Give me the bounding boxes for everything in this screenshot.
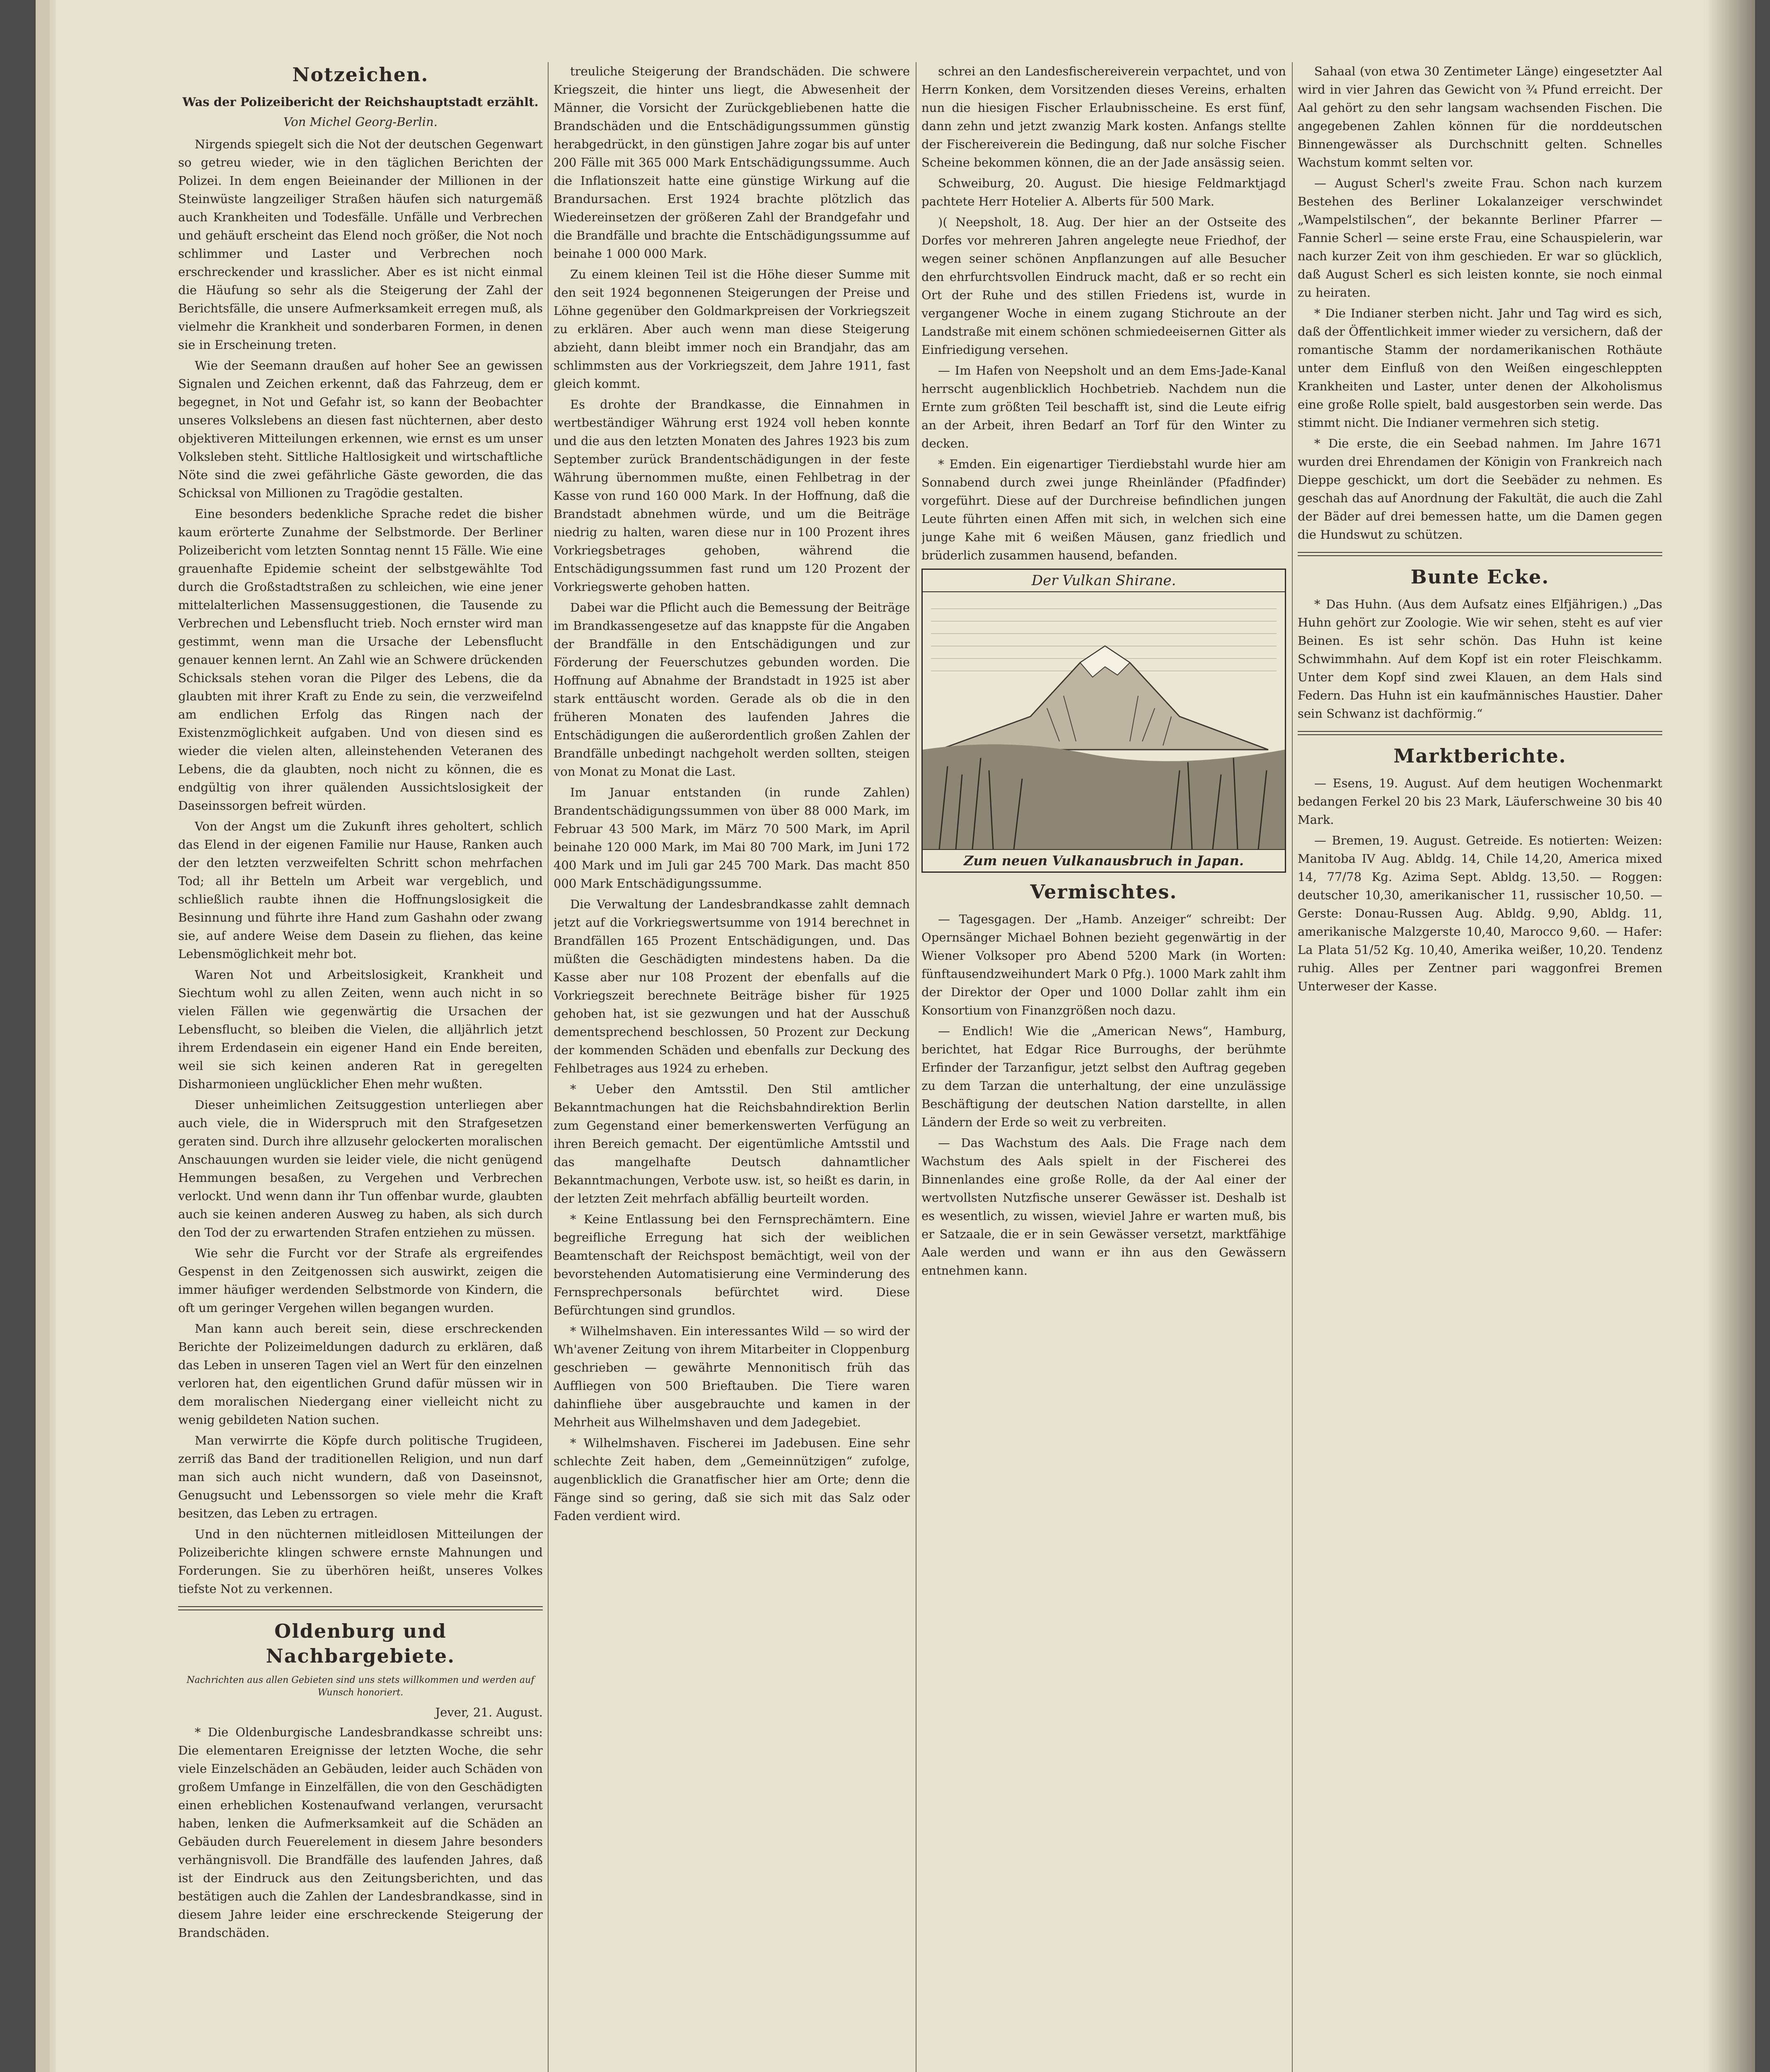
section-title-bunte-ecke: Bunte Ecke.	[1410, 566, 1550, 588]
page-fold-shadow	[1705, 0, 1755, 2072]
paragraph: Wie der Seemann draußen auf hoher See an gewissen Signalen und Zeichen erkennt, daß das Fahrzeug, dem er begegnet, in Not und Gefahr ist, so kann der Beobachter unseres Volkslebens an diesen fast nüchternen, aber desto objektiveren Mitteilungen erkennen, wie ernst es um unser Volksleben steht. Sittliche Haltlosigkeit und wirtschaftliche Nöte sind die zwei gefährliche Gäste geworden, die das Schicksal von Millionen zu Tragödie gestalten.	[178, 358, 543, 500]
volcano-illustration	[921, 569, 1286, 873]
paragraph: Zu einem kleinen Teil ist die Höhe dieser Summe mit den seit 1924 begonnenen Steigerungen der Preise und Löhne gegenüber den Goldmarkpreisen der Vorkriegszeit zu erklären. Aber auch wenn man diese Steigerung abzieht, dann bleibt immer noch ein Brandjahr, das am schlimmsten aus der Vorkriegszeit, dem Jahre 1911, fast gleich kommt.	[554, 267, 910, 391]
paragraph: — Endlich! Wie die „American News“, Hamburg, berichtet, hat Edgar Rice Burroughs, der berühmte Erfinder der Tarzanfigur, jetzt selbst den Auftrag gegeben zu dem Tarzan die unterhaltung, der eine unzulässige Beschäftigung der deutschen Nation darstellte, in allen Ländern der Erde so weit zu verbreiten.	[921, 1024, 1286, 1129]
paragraph: — Das Wachstum des Aals. Die Frage nach dem Wachstum des Aals spielt in der Fischerei des Binnenlandes eine große Rolle, da der Aal einer der wertvollsten Nutzfische unserer Gewässer ist. Deshalb ist es wesentlich, zu wissen, wieviel Jahre er warten muß, bis er Satzaale, die er in sein Gewässer versetzt, marktfähige Aale werden und wann er ihn aus den Gewässern entnehmen kann.	[921, 1136, 1286, 1278]
section-divider	[1298, 552, 1662, 556]
section-title-vermischtes: Vermischtes.	[1030, 881, 1178, 903]
paragraph: schrei an den Landesfischereiverein verpachtet, und von Herrn Konken, dem Vorsitzenden dieses Vereins, erhalten nun die hiesigen Fischer Erlaubnisscheine. Es erst fünf, dann zehn und jetzt zwanzig Mark kosten. Anfangs stellte der Fischereiverein die Bedingung, daß nur solche Fischer Scheine bekommen können, die an der Jade ansässig seien.	[921, 64, 1286, 169]
section-divider	[1298, 731, 1662, 735]
paragraph: Von der Angst um die Zukunft ihres geholtert, schlich das Elend in der eigenen Familie nur Hause, Ranken auch der den letzten verzweifelten Schritt schon mehrfachen Tod; all ihr Betteln um Arbeit war vergeblich, und schließlich raubte ihnen die Hoffnungslosigkeit die Besinnung und führte ihre Hand zum Gashahn oder zwang sie, auf andere Weise dem Dasein zu fliehen, das keine Lebensmöglichkeit mehr bot.	[178, 819, 543, 961]
paragraph: — August Scherl's zweite Frau. Schon nach kurzem Bestehen des Berliner Lokalanzeiger verschwindet „Wampelstilschen“, der bekannte Berliner Pfarrer — Fannie Scherl — seine erste Frau, eine Schauspielerin, war nach kurzer Zeit von ihm geschieden. Er war so glücklich, daß August Scherl es sich leisten konnte, sie noch einmal zu heiraten.	[1298, 176, 1662, 300]
paragraph: Wie sehr die Furcht vor der Strafe als ergreifendes Gespenst in den Zeitgenossen sich auswirkt, zeigen die immer häufiger werdenden Selbstmorde von Kindern, die oft um geringer Vergehen willen begangen wurden.	[178, 1246, 543, 1315]
paragraph: * Die Indianer sterben nicht. Jahr und Tag wird es sich, daß der Öffentlichkeit immer wieder zu versichern, daß der romantische Stamm der nordamerikanischen Rothäute unter dem Einfluß von den Weißen eingeschleppten Krankheiten und Laster, unter denen der Alkoholismus eine große Rolle spielt, bald ausgestorben sein werde. Das stimmt nicht. Die Indianer vermehren sich stetig.	[1298, 306, 1662, 430]
paragraph: * Die Oldenburgische Landesbrandkasse schreibt uns: Die elementaren Ereignisse der letzten Woche, die sehr viele Einzelschäden an Gebäuden, leider auch Schäden von großem Umfange in Einzelfällen, die von den Geschädigten einen erheblichen Kostenaufwand verlangen, verursacht haben, lenken die Aufmerksamkeit auf die Schäden an Gebäuden durch Feuerelement in diesem Jahre besonders verhängnisvoll. Die Brandfälle des laufenden Jahres, daß ist der Eindruck aus den Zeitungsberichten, und das bestätigen auch die Zahlen der Landesbrandkasse, sind in diesem Jahre leider eine erschreckende Steigerung der Brandschäden.	[178, 1725, 543, 1940]
section-note: Nachrichten aus allen Gebieten sind uns stets willkommen und werden auf Wunsch honoriert.	[186, 1675, 534, 1698]
page-edge-inner	[50, 0, 56, 2072]
article-title-notzeichen: Notzeichen.	[292, 63, 429, 86]
paragraph: Es drohte der Brandkasse, die Einnahmen in wertbeständiger Währung erst 1924 voll heben konnte und die aus den letzten Monaten des Jahres 1923 bis zum September zurück Brandentschädigungen in der feste Währung übernommen mußte, einen Fehlbetrag in der Kasse von rund 160 000 Mark. In der Hoffnung, daß die Brandstadt abnehmen würde, und um die Beiträge niedrig zu halten, waren diese nur in 100 Prozent ihres Vorkriegsbetrages gehoben, während die Entschädigungssummen fast rund um 120 Prozent der Vorkriegswerte gehoben hatten.	[554, 397, 910, 594]
paragraph: Man verwirrte die Köpfe durch politische Trugideen, zerriß das Band der traditionellen Religion, und nun darf man sich auch nicht wundern, daß von Daseinsnot, Genugsucht und Lebenssorgen so viele mehr die Kraft besitzen, das Leben zu ertragen.	[178, 1433, 543, 1520]
figure-caption-bottom: Zum neuen Vulkanausbruch in Japan.	[923, 849, 1285, 871]
paragraph: Waren Not und Arbeitslosigkeit, Krankheit und Siechtum wohl zu allen Zeiten, wenn auch nicht in so vielen Fällen wie gegenwärtig die Ursachen der Lebensflucht, so bleiben die Vielen, die alljährlich jetzt ihrem Erdendasein ein eigener Hand ein Ende bereiten, weil sie sich keinen anderen Rat in geregelten Disharmonieen unglücklicher Ehen mehr wußten.	[178, 968, 543, 1091]
paragraph: — Im Hafen von Neepsholt und an dem Ems-Jade-Kanal herrscht augenblicklich Hochbetrieb. Nachdem nun die Ernte zum größten Teil beschafft ist, sind die Leute eifrig an der Arbeit, ihren Bedarf an Torf für den Winter zu decken.	[921, 363, 1286, 450]
figure-caption-top: Der Vulkan Shirane.	[923, 570, 1285, 592]
column-rule	[1292, 62, 1293, 2072]
volcano-engraving	[923, 592, 1285, 849]
paragraph: Man kann auch bereit sein, diese erschreckenden Berichte der Polizeimeldungen dadurch zu erklären, daß das Leben in unseren Tagen viel an Wert für den einzelnen verloren hat, den eigentlichen Grund dafür müssen wir in dem moralischen Niedergang einer vielleicht nicht zu wenig gebildeten Nation suchen.	[178, 1322, 543, 1427]
column-2	[554, 62, 910, 1527]
paragraph: * Ueber den Amtsstil. Den Stil amtlicher Bekanntmachungen hat die Reichsbahndirektion Berlin zum Gegenstand einer bemerkenswerten Verfügung an ihren Bereich gemacht. Der eigentümliche Amtsstil und das mangelhafte Deutsch dahnamtlicher Bekanntmachungen, Verbote usw. ist, so heißt es darin, in der letzten Zeit mehrfach abfällig beurteilt worden.	[554, 1082, 910, 1205]
paragraph: Sahaal (von etwa 30 Zentimeter Länge) eingesetzter Aal wird in vier Jahren das Gewicht von ¾ Pfund erreicht. Der Aal gehört zu den sehr langsam wachsenden Fischen. Die angegebenen Zahlen können für die norddeutschen Binnengewässer als Durchschnitt gelten. Schnelles Wachstum kommt selten vor.	[1298, 64, 1662, 169]
column-4	[1298, 62, 1662, 998]
paragraph: * Keine Entlassung bei den Fernsprechämtern. Eine begreifliche Erregung hat sich der weiblichen Beamtenschaft der Reichspost bemächtigt, weil von der bevorstehenden Automatisierung eine Verminderung des Fernsprechpersonals befürchtet wird. Diese Befürchtungen sind grundlos.	[554, 1212, 910, 1317]
paragraph: * Wilhelmshaven. Ein interessantes Wild — so wird der Wh'avener Zeitung von ihrem Mitarbeiter in Cloppenburg geschrieben — gewährte Mennonitisch früh das Auffliegen von 500 Brieftauben. Die Tiere waren dahinfliehe über ausgebrauchte und kamen in der Mehrheit aus Wilhelmshaven und dem Jadegebiet.	[554, 1324, 910, 1429]
paragraph: * Die erste, die ein Seebad nahmen. Im Jahre 1671 wurden drei Ehrendamen der Königin von Frankreich nach Dieppe geschickt, um dort die Seebäder zu nehmen. Es geschah das auf Anordnung der Fakultät, die auch die Zahl der Bäder auf drei bemessen hatte, um die Damen gegen die Hundswut zu schützen.	[1298, 436, 1662, 542]
paragraph: Dabei war die Pflicht auch die Bemessung der Beiträge im Brandkassengesetze auf das knappste für die Angaben der Brandfälle in den Entschädigungen und zur Förderung der Feuerschutzes gebunden worden. Die Hoffnung auf Abnahme der Brandstadt in 1925 ist aber stark enttäuscht worden. Gerade als ob die in den früheren Monaten des laufenden Jahres die Entschädigungen die außerordentlich großen Zahlen der Brandfälle unbedingt nachgeholt werden sollten, steigen von Monat zu Monat die Last.	[554, 600, 910, 779]
paragraph: Und in den nüchternen mitleidlosen Mitteilungen der Polizeiberichte klingen schwere ernste Mahnungen und Forderungen. Sie zu überhören heißt, unseres Volkes tiefste Not zu verkennen.	[178, 1527, 543, 1596]
column-1	[178, 62, 543, 1944]
article-author: Von Michel Georg-Berlin.	[283, 115, 438, 129]
paragraph: Eine besonders bedenkliche Sprache redet die bisher kaum erörterte Zunahme der Selbstmorde. Der Berliner Polizeibericht vom letzten Sonntag nennt 15 Fälle. Wie eine grauenhafte Epidemie scheint der selbstgewählte Tod durch die Großstadtstraßen zu schleichen, wie eine jener mittelalterlichen Massensuggestionen, die Tausende zu Verbrechen und Lebensflucht trieb. Noch ernster wird man gestimmt, wenn man die Ursache der Lebensflucht genauer kennen lernt. An Zahl wie an Schwere drückenden Schicksals stehen voran die Pilger des Lebens, die da glaubten mit ihrer Kraft zu Ende zu sein, die verzweifelnd am endlichen Erfolg das Ringen nach der Existenzmöglichkeit aufgaben. Und von diesen sind es wieder die vielen alten, alleinstehenden Veteranen des Lebens, die da glaubten, noch nicht zu können, die es endgültig von ihrer quälenden Aussichtslosigkeit der Daseinssorgen befreit würden.	[178, 507, 543, 813]
column-rule	[548, 62, 549, 2072]
article-byline: Was der Polizeibericht der Reichshauptstadt erzählt.	[182, 95, 539, 109]
column-3	[921, 62, 1286, 1282]
paragraph: Dieser unheimlichen Zeitsuggestion unterliegen aber auch viele, die in Widerspruch mit den Strafgesetzen geraten sind. Durch ihre allzusehr gelockerten moralischen Anschauungen wurden sie leider viele, die nicht genügend Hemmungen besaßen, zu Vergehen und Verbrechen verlockt. Und wenn dann ihr Tun offenbar wurde, glaubten auch sie keinen anderen Ausweg zu haben, als sich durch den Tod der zu erwartenden Strafen entziehen zu müssen.	[178, 1098, 543, 1239]
section-divider	[178, 1606, 543, 1610]
dateline: Jever, 21. August.	[435, 1705, 543, 1719]
paragraph: )( Neepsholt, 18. Aug. Der hier an der Ostseite des Dorfes vor mehreren Jahren angelegte neue Friedhof, der wegen seiner schönen Anpflanzungen auf alle Besucher den ehrfurchtsvollen Eindruck macht, daß er so recht ein Ort der Ruhe und des stillen Friedens ist, wurde in vergangener Woche in einem zugang Stichroute an der Landstraße mit einem schönen schmiedeeisernen Gitter als Einfriedigung versehen.	[921, 215, 1286, 357]
newspaper-page	[36, 0, 1755, 2072]
paragraph: — Tagesgagen. Der „Hamb. Anzeiger“ schreibt: Der Opernsänger Michael Bohnen bezieht gegenwärtig in der Wiener Volksoper pro Abend 5200 Mark (in Worten: fünftausendzweihundert Mark 0 Pfg.). 1000 Mark zahlt ihm der Direktor der Oper und 1000 Dollar zahlt ihm ein Konsortium von Finanzgrößen noch dazu.	[921, 912, 1286, 1017]
paragraph: * Emden. Ein eigenartiger Tierdiebstahl wurde hier am Sonnabend durch zwei junge Rheinländer (Pfadfinder) vorgeführt. Diese auf der Durchreise befindlichen jungen Leute führten einen Affen mit sich, in welchen sich eine junge Kahe mit 6 weißen Mäusen, ganz friedlich und brüderlich zusammen hausend, befanden.	[921, 457, 1286, 562]
page-edge	[36, 0, 50, 2072]
paragraph: treuliche Steigerung der Brandschäden. Die schwere Kriegszeit, die hinter uns liegt, die Abwesenheit der Männer, die Vorsicht der Zurückgebliebenen hatte die Brandschäden und die Entschädigungssummen günstig herabgedrückt, in den günstigen Jahre zogar bis auf unter 200 Fälle mit 365 000 Mark Entschädigungssumme. Auch die Inflationszeit hatte eine günstige Wirkung auf die Brandursachen. Erst 1924 brachte plötzlich das Wiedereinsetzen der größeren Zahl der Brandgefahr und die Brandfälle und brachte die Entschädigungssumme auf beinahe 1 000 000 Mark.	[554, 64, 910, 261]
paragraph: Die Verwaltung der Landesbrandkasse zahlt demnach jetzt auf die Vorkriegswertsumme von 1914 berechnet in Brandfällen 165 Prozent Entschädigungen, und. Das müßten die Geschädigten mindestens haben. Da die Kasse aber nur 108 Prozent der ebenfalls auf die Vorkriegszeit berechnete Beiträge bisher für 1925 gehoben hat, ist sie gezwungen und hat der Ausschuß dementsprechend beschlossen, 50 Prozent zur Deckung der kommenden Schäden und ebenfalls zur Deckung des Fehlbetrages aus 1924 zu erheben.	[554, 897, 910, 1075]
paragraph: Schweiburg, 20. August. Die hiesige Feldmarktjagd pachtete Herr Hotelier A. Alberts für 500 Mark.	[921, 176, 1286, 208]
paragraph: * Das Huhn. (Aus dem Aufsatz eines Elfjährigen.) „Das Huhn gehört zur Zoologie. Wie wir sehen, steht es auf vier Beinen. Es ist sehr schön. Das Huhn ist keine Schwimmhahn. Auf dem Kopf ist ein roter Fleischkamm. Unter dem Kopf sind zwei Klauen, an dem Hals sind Federn. Das Huhn ist ein kaufmännisches Haustier. Daher sein Schwanz ist dachförmig.“	[1298, 597, 1662, 721]
paragraph: * Wilhelmshaven. Fischerei im Jadebusen. Eine sehr schlechte Zeit haben, dem „Gemeinnützigen“ zufolge, augenblicklich die Granatfischer hier am Orte; denn die Fänge sind so gering, daß sie sich mit das Salz oder Faden verdient wird.	[554, 1436, 910, 1523]
section-title-oldenburg: Oldenburg und Nachbargebiete.	[266, 1620, 455, 1667]
paragraph: Nirgends spiegelt sich die Not der deutschen Gegenwart so getreu wieder, wie in den täglichen Berichten der Polizei. In dem engen Beieinander der Millionen in der Steinwüste langzeiliger Straßen häufen sich naturgemäß auch Krankheiten und Todesfälle. Unfälle und Verbrechen und gehäuft erscheint das Elend noch größer, die Not noch schlimmer und Laster und Verbrechen noch erschreckender und krasslicher. Aber es ist nicht einmal die Häufung so sehr als die Steigerung der Zahl der Berichtsfälle, die unsere Aufmerksamkeit erregen muß, als vielmehr die Krankheit und sonderbaren Formen, in denen sie in Erscheinung treten.	[178, 137, 543, 352]
section-title-marktberichte: Marktberichte.	[1393, 745, 1567, 767]
paragraph: — Bremen, 19. August. Getreide. Es notierten: Weizen: Manitoba IV Aug. Abldg. 14, Chile 14,20, America mixed 14, 77/78 Kg. Azima Sept. Abldg. 13,50. — Roggen: deutscher 10,30, amerikanischer 11, russischer 10,50. — Gerste: Donau-Russen Aug. Abldg. 9,90, Abldg. 11, amerikanische Malzgerste 10,40, Marocco 9,60. — Hafer: La Plata 51/52 Kg. 10,40, Amerika weißer, 10,20. Tendenz ruhig. Alles per Zentner pari waggonfrei Bremen Unterweser der Kasse.	[1298, 833, 1662, 993]
paragraph: — Esens, 19. August. Auf dem heutigen Wochenmarkt bedangen Ferkel 20 bis 23 Mark, Läuferschweine 30 bis 40 Mark.	[1298, 776, 1662, 827]
paragraph: Im Januar entstanden (in runde Zahlen) Brandentschädigungssummen von über 88 000 Mark, im Februar 43 500 Mark, im März 70 500 Mark, im April beinahe 120 000 Mark, im Mai 80 700 Mark, im Juni 172 400 Mark und im Juli gar 245 700 Mark. Das macht 850 000 Mark Entschädigungssumme.	[554, 785, 910, 891]
